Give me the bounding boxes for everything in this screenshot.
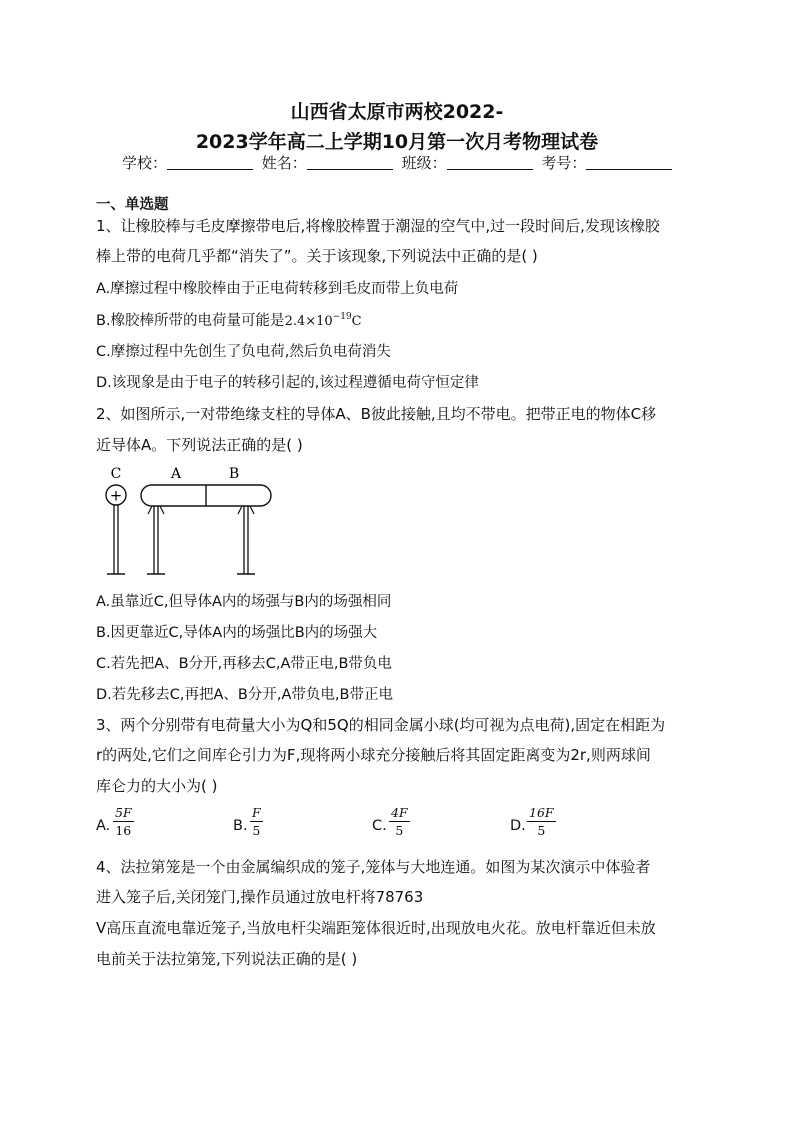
q1-option-b-text: B.橡胶棒所带的电荷量可能是 [96, 313, 285, 329]
field-class-label: 班级： [401, 154, 447, 172]
field-school-label: 学校： [122, 154, 168, 172]
q1-stem-line2: 棒上带的电荷几乎都“消失了”。关于该现象,下列说法中正确的是( ) [96, 247, 538, 265]
field-class-blank [447, 155, 533, 170]
q1-option-c: C.摩擦过程中先创生了负电荷,然后负电荷消失 [96, 344, 391, 360]
q3-option-c-label: C. [372, 818, 387, 834]
field-school-blank [167, 155, 253, 170]
field-id-label: 考号： [541, 154, 587, 172]
plus-sign: + [109, 486, 123, 505]
q3-option-b-label: B. [233, 818, 248, 834]
q4-stem-line4: 电前关于法拉第笼,下列说法正确的是( ) [96, 950, 358, 968]
q3-option-c-fraction [389, 804, 410, 839]
exam-title-line2: 2023学年高二上学期10月第一次月考物理试卷 [195, 131, 599, 153]
field-name-label: 姓名： [261, 154, 307, 172]
q3-option-c-numerator: 4F [391, 805, 408, 820]
section-title: 一、单选题 [96, 197, 169, 213]
q3-option-a-label: A. [96, 818, 111, 834]
q2-option-a: A.虽靠近C,但导体A内的场强与B内的场强相同 [96, 594, 392, 610]
q1-option-b-value: 2.4×10 [284, 314, 333, 329]
fig-label-c: C [110, 466, 122, 482]
q3-option-d-label: D. [510, 818, 526, 834]
q3-stem-line3: 库仑力的大小为( ) [96, 777, 218, 795]
fig-label-b: B [228, 466, 240, 482]
q3-option-c-denominator: 5 [395, 823, 404, 838]
q2-stem-line2: 近导体A。下列说法正确的是( ) [96, 436, 303, 454]
q1-option-b [96, 309, 362, 330]
q2-stem-line1: 2、如图所示,一对带绝缘支柱的导体A、B彼此接触,且均不带电。把带正电的物体C移 [96, 405, 657, 423]
q1-option-b-unit: C [351, 314, 362, 329]
q2-option-c: C.若先把A、B分开,再移去C,A带正电,B带负电 [96, 656, 392, 672]
q3-stem-line2: r的两处,它们之间库仑引力为F,现将两小球充分接触后将其固定距离变为2r,则两球间 [96, 746, 651, 764]
q1-stem-line1: 1、让橡胶棒与毛皮摩擦带电后,将橡胶棒置于潮湿的空气中,过一段时间后,发现该橡胶 [96, 217, 660, 235]
field-id-blank [586, 155, 672, 170]
q4-stem-line3: V高压直流电靠近笼子,当放电杆尖端距笼体很近时,出现放电火花。放电杆靠近但未放 [96, 919, 656, 937]
student-info-row [122, 152, 676, 173]
q3-option-d-fraction [527, 804, 556, 839]
q3-option-a-numerator: 5F [115, 805, 132, 820]
q2-option-b: B.因更靠近C,导体A内的场强比B内的场强大 [96, 625, 378, 641]
q1-option-b-exponent: −19 [332, 312, 352, 323]
q3-option-b-fraction [250, 804, 263, 839]
exam-title-line1: 山西省太原市两校2022- [290, 101, 504, 123]
field-name-blank [307, 155, 393, 170]
q3-option-d-denominator: 5 [537, 823, 546, 838]
q2-figure [100, 462, 280, 580]
q3-option-a-denominator: 16 [115, 823, 132, 838]
fig-label-a: A [170, 466, 182, 482]
q4-stem-line2: 进入笼子后,关闭笼门,操作员通过放电杆将78763 [96, 888, 424, 906]
q1-option-a: A.摩擦过程中橡胶棒由于正电荷转移到毛皮而带上负电荷 [96, 281, 459, 297]
q4-stem-line1: 4、法拉第笼是一个由金属编织成的笼子,笼体与大地连通。如图为某次演示中体验者 [96, 858, 651, 876]
q1-option-d: D.该现象是由于电子的转移引起的,该过程遵循电荷守恒定律 [96, 375, 479, 391]
q3-option-a-fraction [113, 804, 134, 839]
q3-option-b-denominator: 5 [252, 823, 261, 838]
q3-option-b-numerator: F [252, 805, 261, 820]
q3-option-d-numerator: 16F [529, 805, 554, 820]
q3-stem-line1: 3、两个分别带有电荷量大小为Q和5Q的相同金属小球(均可视为点电荷),固定在相距为 [96, 716, 666, 734]
q2-option-d: D.若先移去C,再把A、B分开,A带负电,B带正电 [96, 687, 393, 703]
